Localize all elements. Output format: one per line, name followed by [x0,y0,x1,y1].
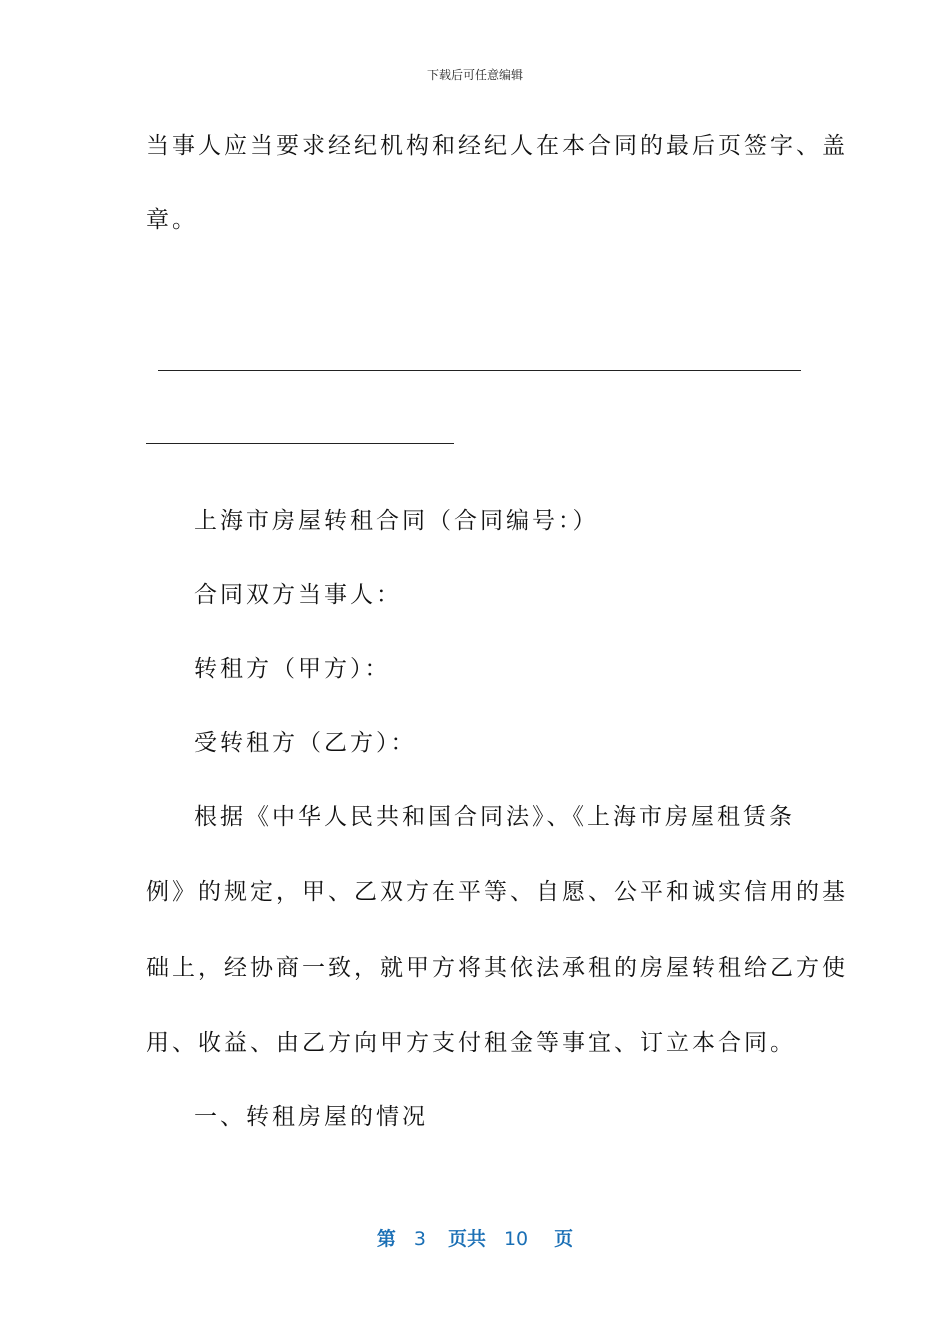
page-footer [0,1224,950,1251]
footer-page-number: 3 [413,1228,426,1250]
page-header: 下载后可任意编辑 [426,68,523,82]
body-line: 用、收益、由乙方向甲方支付租金等事宜、订立本合同。 [146,1030,796,1056]
footer-prefix: 第 [376,1228,396,1250]
section-heading: 一、转租房屋的情况 [194,1104,428,1130]
body-line: 例》的规定，甲、乙双方在平等、自愿、公平和诚实信用的基 [146,879,848,905]
footer-suffix: 页 [554,1228,574,1250]
body-line: 转租方（甲方）： [194,656,391,682]
body-line: 础上，经协商一致，就甲方将其依法承租的房屋转租给乙方使 [146,955,848,981]
contract-title: 上海市房屋转租合同（合同编号：） [194,508,599,534]
body-line: 章。 [146,207,198,233]
separator-line [146,443,454,444]
body-line: 受转租方（乙方）： [194,730,417,756]
separator-line [158,370,801,371]
body-line: 合同双方当事人： [194,582,402,608]
body-line: 根据《中华人民共和国合同法》、《上海市房屋租赁条 [194,804,795,830]
body-line: 当事人应当要求经纪机构和经纪人在本合同的最后页签字、盖 [146,133,848,159]
footer-total-pages: 10 [503,1228,529,1250]
footer-middle: 页共 [447,1228,486,1250]
